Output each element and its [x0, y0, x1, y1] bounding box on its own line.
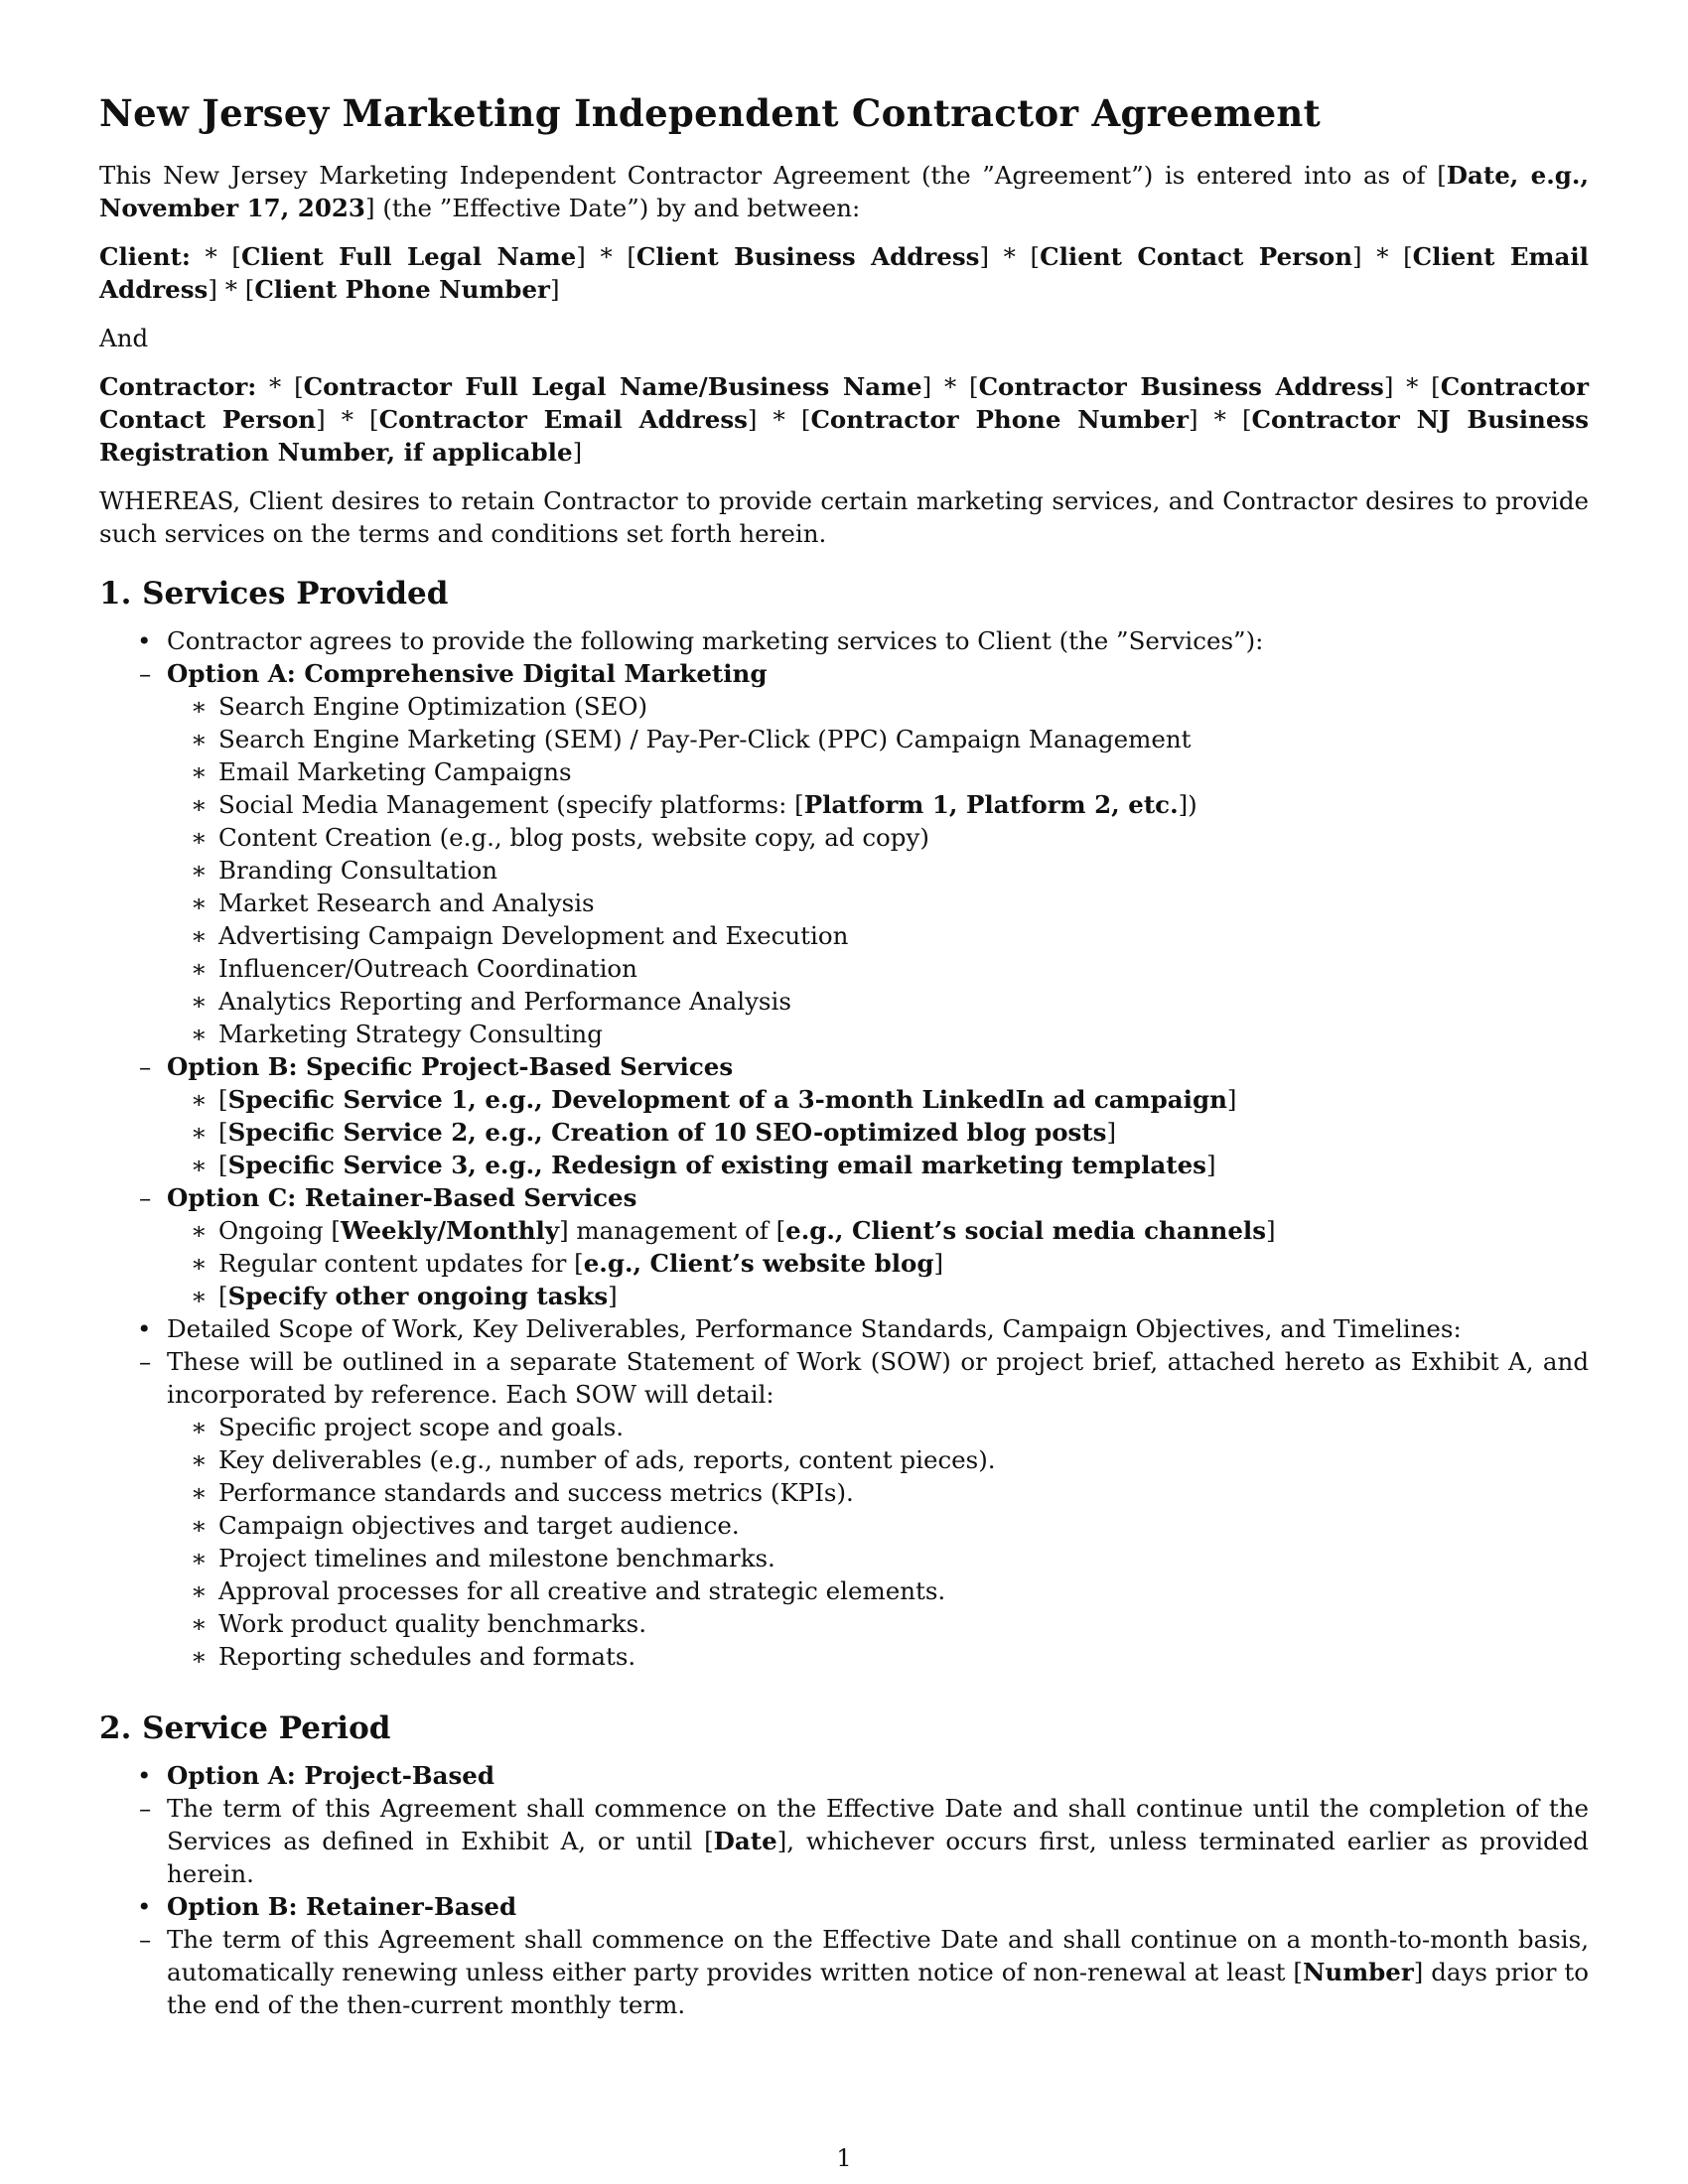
option-b: [167, 1050, 1589, 1181]
client-field: Client Phone Number: [254, 275, 550, 304]
document-page: [99, 0, 1589, 2184]
sow-item: [167, 1345, 1589, 1673]
list-item: ∗ Ongoing [Weekly/Monthly] management of [e.g., Client’s social media channels]: [218, 1214, 1589, 1247]
client-field: Client Business Address: [635, 242, 980, 271]
text: Regular content updates for: [218, 1249, 575, 1278]
list-item: [99, 1312, 1589, 1673]
list-item-text: Social Media Management (specify platforms:: [218, 790, 795, 819]
section-2-heading: 2. Service Period: [99, 1710, 391, 1746]
option-a-label: Option A: Comprehensive Digital Marketing: [167, 659, 768, 688]
list-item: ∗ Influencer/Outreach Coordination: [218, 952, 1589, 985]
blog-placeholder: e.g., Client’s website blog: [583, 1249, 934, 1278]
tasks-placeholder: Specify other ongoing tasks: [227, 1282, 609, 1310]
list-item: ∗ Work product quality benchmarks.: [218, 1607, 1589, 1640]
contractor-block: Contractor: * [Contractor Full Legal Name/Business Name] * [Contractor Business Address] * [Contractor Contact Person] * [Contractor Email Address] * [Contractor Phone Number] * [Contractor NJ Business Registration Number, if applicable]: [99, 372, 1589, 467]
intro-text: This New Jersey Marketing Independent Contractor Agreement (the ”Agreement”) is entered into as of [: [99, 161, 1447, 190]
sow-text: – These will be outlined in a separate Statement of Work (SOW) or project brief, attached hereto as Exhibit A, and incorporated by reference. Each SOW will detail:: [167, 1347, 1589, 1409]
list-item: [99, 624, 1589, 1312]
client-label: Client:: [99, 242, 191, 271]
list-item: ∗ Regular content updates for [e.g., Client’s website blog]: [218, 1247, 1589, 1280]
list-item: ∗ Campaign objectives and target audience.: [218, 1509, 1589, 1542]
text: ] days prior to the end of the then-current monthly term.: [167, 1958, 1590, 2019]
option-a-items: [167, 690, 1589, 1050]
list-item: ∗ [Specific Service 1, e.g., Development of a 3-month LinkedIn ad campaign]: [218, 1083, 1589, 1116]
list-item: [99, 1759, 1589, 1890]
option-b-items: [167, 1083, 1589, 1181]
and-line: And: [99, 324, 149, 352]
client-field: Client Contact Person: [1040, 242, 1353, 271]
service-placeholder: Specific Service 3, e.g., Redesign of existing email marketing templates: [227, 1151, 1206, 1179]
list-item: ∗ [Specific Service 3, e.g., Redesign of existing email marketing templates]: [218, 1149, 1589, 1181]
list-item: ∗ Search Engine Marketing (SEM) / Pay-Per-Click (PPC) Campaign Management: [218, 723, 1589, 755]
list-item: ∗ Approval processes for all creative and strategic elements.: [218, 1574, 1589, 1607]
document-title: New Jersey Marketing Independent Contractor Agreement: [99, 91, 1321, 135]
scope-intro: Detailed Scope of Work, Key Deliverables, Performance Standards, Campaign Objectives, and Timelines:: [167, 1314, 1462, 1343]
option-c-label: Option C: Retainer-Based Services: [167, 1183, 637, 1212]
period-option-a: [167, 1792, 1589, 1890]
option-c: [167, 1181, 1589, 1312]
date-placeholder: Date: [713, 1827, 777, 1855]
services-intro: Contractor agrees to provide the following marketing services to Client (the ”Services”):: [167, 626, 1264, 655]
option-b-label: Option B: Specific Project-Based Services: [167, 1052, 734, 1081]
number-placeholder: Number: [1302, 1958, 1414, 1986]
text: ], whichever occurs first, unless terminated earlier as provided herein.: [167, 1827, 1589, 1888]
option-c-items: [167, 1214, 1589, 1312]
document-body: [99, 159, 1589, 2021]
service-period-list: [99, 1759, 1589, 2021]
service-placeholder: Specific Service 1, e.g., Development of a 3-month LinkedIn ad campaign: [227, 1085, 1227, 1114]
text: The term of this Agreement shall commence on the Effective Date and shall continue until the completion of the Services as defined in Exhibit A, or until [: [167, 1794, 1589, 1855]
list-item: [167, 1923, 1589, 2021]
list-item: ∗ Reporting schedules and formats.: [218, 1640, 1589, 1673]
services-list: [99, 624, 1589, 1673]
list-item: ∗ Social Media Management (specify platforms: [Platform 1, Platform 2, etc.]): [218, 788, 1589, 821]
list-item: ∗ Branding Consultation: [218, 854, 1589, 887]
period-option-b: [167, 1923, 1589, 2021]
contractor-field: Contractor NJ Business Registration Number, if applicable: [99, 405, 1589, 467]
list-item: ∗ Search Engine Optimization (SEO): [218, 690, 1589, 723]
list-item: ∗ Market Research and Analysis: [218, 887, 1589, 919]
list-item: ∗ Advertising Campaign Development and Execution: [218, 919, 1589, 952]
list-item: ∗ Marketing Strategy Consulting: [218, 1018, 1589, 1050]
client-block: Client: * [Client Full Legal Name] * [Client Business Address] * [Client Contact Person] * [Client Email Address] * [Client Phone Number]: [99, 242, 1589, 304]
client-field: Client Email Address: [99, 242, 1589, 304]
text: management of: [568, 1216, 776, 1245]
list-item: ∗ Email Marketing Campaigns: [218, 755, 1589, 788]
period-option-b-label: Option B: Retainer-Based: [167, 1892, 517, 1921]
scope-list: [167, 1345, 1589, 1673]
list-item: ∗ [Specify other ongoing tasks]: [218, 1280, 1589, 1312]
contractor-label: Contractor:: [99, 372, 257, 401]
sow-items: [167, 1411, 1589, 1673]
list-item: ∗ Content Creation (e.g., blog posts, website copy, ad copy): [218, 821, 1589, 854]
option-a: [167, 657, 1589, 1050]
contractor-field: Contractor Business Address: [978, 372, 1384, 401]
contractor-field: Contractor Full Legal Name/Business Name: [303, 372, 922, 401]
list-item: [99, 1890, 1589, 2021]
effective-date-placeholder: Date, e.g., November 17, 2023: [99, 161, 1589, 222]
page-number: 1: [836, 2144, 852, 2172]
text: Ongoing: [218, 1216, 332, 1245]
contractor-field: Contractor Contact Person: [99, 372, 1589, 434]
list-item: [167, 1792, 1589, 1890]
frequency-placeholder: Weekly/Monthly: [340, 1216, 560, 1245]
intro-text-end: ] (the ”Effective Date”) by and between:: [364, 194, 861, 222]
list-item: ∗ [Specific Service 2, e.g., Creation of 10 SEO-optimized blog posts]: [218, 1116, 1589, 1149]
section-1-heading: 1. Services Provided: [99, 576, 449, 612]
channels-placeholder: e.g., Client’s social media channels: [785, 1216, 1267, 1245]
list-item: ∗ Analytics Reporting and Performance Analysis: [218, 985, 1589, 1018]
text: The term of this Agreement shall commence on the Effective Date and shall continue on a month-to-month basis, automatically renewing unless either party provides written notice of non-renewal at least [: [167, 1925, 1589, 1986]
list-item: ∗ Performance standards and success metrics (KPIs).: [218, 1476, 1589, 1509]
list-item: ∗ Key deliverables (e.g., number of ads, reports, content pieces).: [218, 1443, 1589, 1476]
contractor-field: Contractor Email Address: [378, 405, 748, 434]
service-placeholder: Specific Service 2, e.g., Creation of 10 SEO-optimized blog posts: [227, 1118, 1107, 1147]
intro-paragraph: [99, 159, 1589, 224]
services-options: [167, 657, 1589, 1312]
list-item: ∗ Specific project scope and goals.: [218, 1411, 1589, 1443]
client-field: Client Full Legal Name: [240, 242, 577, 271]
contractor-field: Contractor Phone Number: [810, 405, 1190, 434]
platforms-placeholder: Platform 1, Platform 2, etc.: [803, 790, 1179, 819]
whereas-paragraph: WHEREAS, Client desires to retain Contractor to provide certain marketing services, and Contractor desires to provide such services on the terms and conditions set forth herein.: [99, 486, 1589, 548]
period-option-a-label: Option A: Project-Based: [167, 1761, 494, 1790]
list-item: ∗ Project timelines and milestone benchmarks.: [218, 1542, 1589, 1574]
